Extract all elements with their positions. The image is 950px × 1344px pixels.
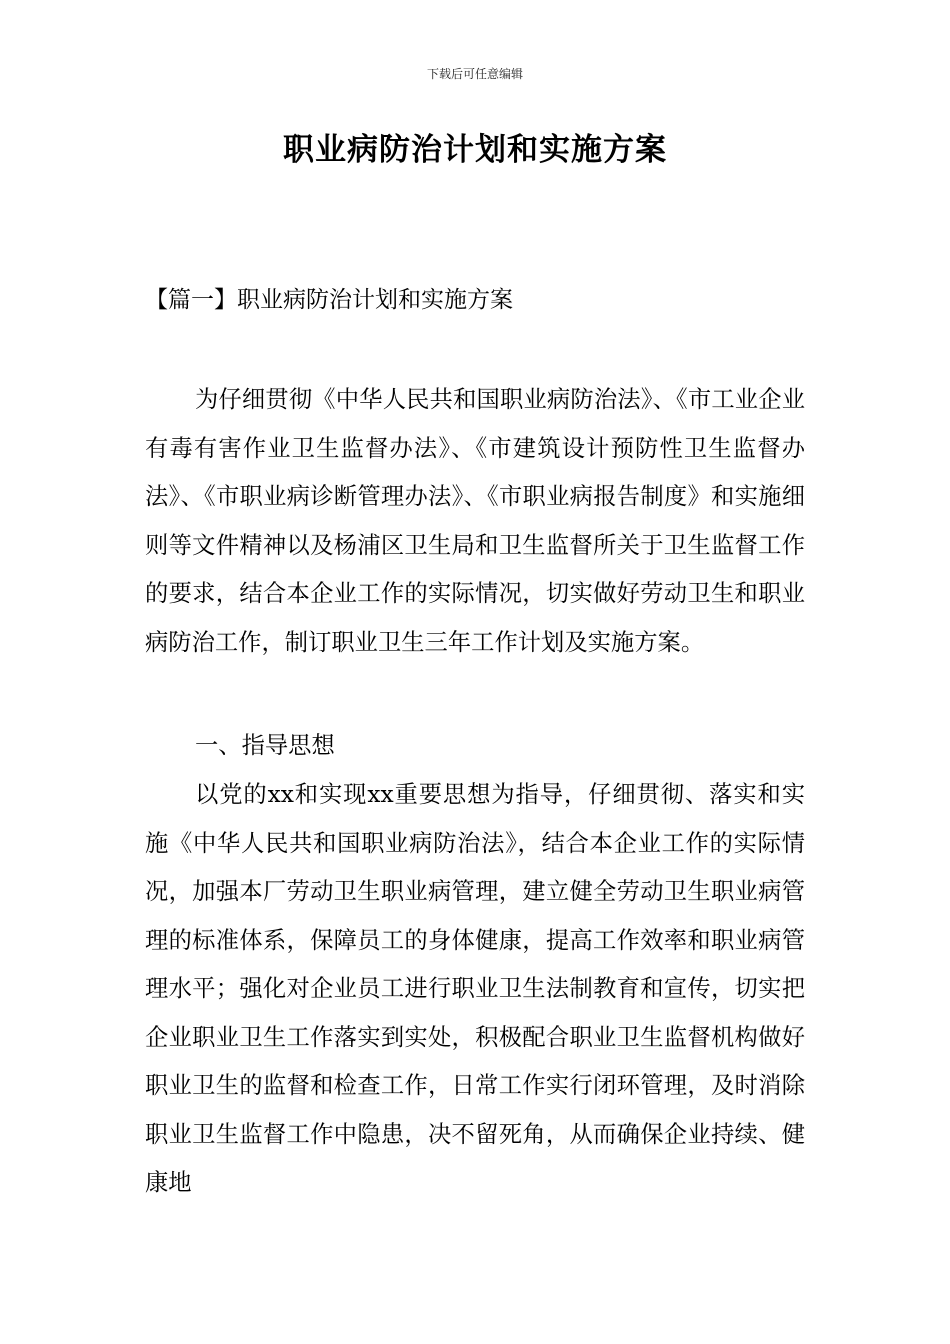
heading-guiding-principle: 一、指导思想 [195, 732, 335, 759]
section-title: 【篇一】职业病防治计划和实施方案 [145, 287, 513, 313]
paragraph-intro: 为仔细贯彻《中华人民共和国职业病防治法》、《市工业企业有毒有害作业卫生监督办法》、《市建筑设计预防性卫生监督办法》、《市职业病诊断管理办法》、《市职业病报告制度》和实施细则等文件精神以及杨浦区卫生局和卫生监督所关于卫生监督工作的要求，结合本企业工作的实际情况，切实做好劳动卫生和职业病防治工作，制订职业卫生三年工作计划及实施方案。 [145, 386, 805, 656]
header-note: 下载后可任意编辑 [426, 67, 523, 81]
paragraph-guiding-principle: 以党的xx和实现xx重要思想为指导，仔细贯彻、落实和实施《中华人民共和国职业病防治法》，结合本企业工作的实际情况，加强本厂劳动卫生职业病管理，建立健全劳动卫生职业病管理的标准体系，保障员工的身体健康，提高工作效率和职业病管理水平；强化对企业员工进行职业卫生法制教育和宣传，切实把企业职业卫生工作落实到实处，积极配合职业卫生监督机构做好职业卫生的监督和检查工作，日常工作实行闭环管理，及时消除职业卫生监督工作中隐患，决不留死角，从而确保企业持续、健康地 [145, 781, 805, 1196]
page-title: 职业病防治计划和实施方案 [283, 132, 667, 168]
